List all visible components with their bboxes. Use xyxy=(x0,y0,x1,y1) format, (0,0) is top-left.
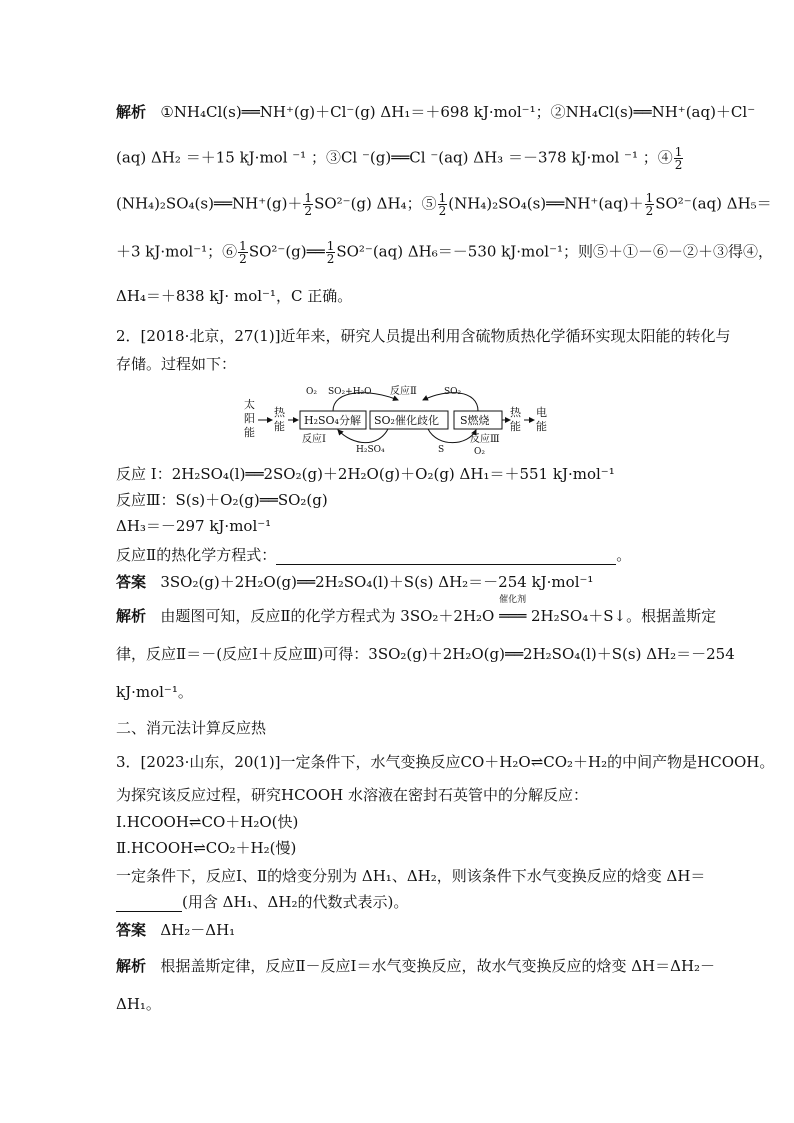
o2-bottom-label: O₂ xyxy=(474,447,485,457)
explanation-3-line-1 xyxy=(116,956,715,976)
explanation-label: 解析 xyxy=(116,103,147,121)
fraction: $\frac{1}{2}$ xyxy=(674,145,683,172)
answer-label: 答案 xyxy=(116,921,147,939)
explanation-text: SO²⁻(aq) ΔH₅＝ xyxy=(655,194,772,213)
prompt-text: (用含 ΔH₁、ΔH₂的代数式表示)。 xyxy=(182,893,409,911)
explanation-2-line-3: kJ·mol⁻¹。 xyxy=(116,683,193,701)
box-label: H₂SO₄分解 xyxy=(304,414,361,427)
delta-h3: ΔH₃＝－297 kJ·mol⁻¹ xyxy=(116,517,272,535)
answer-text: ΔH₂－ΔH₁ xyxy=(160,921,236,939)
fraction: $\frac{1}{2}$ xyxy=(304,191,313,218)
answer-blank[interactable] xyxy=(276,550,616,565)
heat-label: 热 xyxy=(510,406,521,419)
h2so4-label: H₂SO₄ xyxy=(356,445,385,455)
answer-blank[interactable] xyxy=(116,897,182,912)
catalyst-arrow: 催化剂 ═══ xyxy=(499,595,527,625)
answer-3 xyxy=(116,920,235,940)
o2-top-label: O₂ xyxy=(306,387,317,397)
question-2-heading-cont: 存储。过程如下： xyxy=(116,355,237,373)
electric-label: 能 xyxy=(536,420,547,433)
explanation-line-4 xyxy=(116,240,773,265)
sun-label: 能 xyxy=(244,426,255,439)
reaction-i: Ⅰ.HCOOH⇌CO＋H₂O(快) xyxy=(116,813,299,831)
explanation-text: (NH₄)₂SO₄(s)══NH⁺(aq)＋ xyxy=(448,194,644,213)
heat-label: 能 xyxy=(274,420,285,433)
question-3-prompt: 一定条件下，反应Ⅰ、Ⅱ的焓变分别为 ΔH₁、ΔH₂，则该条件下水气变换反应的焓变 ΔH＝ xyxy=(116,867,706,885)
sun-label: 太 xyxy=(244,398,255,411)
explanation-line-1 xyxy=(116,102,755,122)
answer-text: 3SO₂(g)＋2H₂O(g)══2H₂SO₄(l)＋S(s) ΔH₂＝－254 kJ·mol⁻¹ xyxy=(160,573,594,591)
reaction-ii: Ⅱ.HCOOH⇌CO₂＋H₂(慢) xyxy=(116,839,297,857)
explanation-text: SO²⁻(aq) ΔH₆＝－530 kJ·mol⁻¹；则⑤＋①－⑥－②＋③得④， xyxy=(336,242,774,261)
explanation-3-line-2: ΔH₁。 xyxy=(116,995,161,1013)
lower-curve-arrow xyxy=(428,429,476,443)
question-2-heading: 2．[2018·北京，27(1)]近年来，研究人员提出利用含硫物质热化学循环实现太阳能的转化与 xyxy=(116,327,731,345)
explanation-label: 解析 xyxy=(116,957,147,975)
fraction: $\frac{1}{2}$ xyxy=(645,191,654,218)
explanation-label: 解析 xyxy=(116,607,147,625)
explanation-text: 2H₂SO₄＋S↓。根据盖斯定 xyxy=(531,607,717,625)
prompt-end: 。 xyxy=(616,546,632,564)
prompt-text: 反应Ⅱ的热化学方程式： xyxy=(116,546,277,564)
electric-label: 电 xyxy=(536,406,547,419)
question-3-heading: 3．[2023·山东，20(1)]一定条件下，水气变换反应CO＋H₂O⇌CO₂＋H₂的中间产物是HCOOH。 xyxy=(116,753,775,771)
explanation-line-3 xyxy=(116,192,772,217)
reaction-1: 反应 Ⅰ：2H₂SO₄(l)══2SO₂(g)＋2H₂O(g)＋O₂(g) ΔH₁＝＋551 kJ·mol⁻¹ xyxy=(116,465,615,483)
reaction-3: 反应Ⅲ：S(s)＋O₂(g)══SO₂(g) xyxy=(116,491,328,509)
explanation-text: (aq) ΔH₂ ＝＋15 kJ·mol ⁻¹ ；③Cl ⁻(g)══Cl ⁻(aq) ΔH₃ ＝－378 kJ·mol ⁻¹ ；④ xyxy=(116,148,673,167)
so2-h2o-label: SO₂+H₂O xyxy=(328,387,372,397)
explanation-text: 根据盖斯定律，反应Ⅱ－反应Ⅰ＝水气变换反应，故水气变换反应的焓变 ΔH＝ΔH₂－ xyxy=(160,957,716,975)
sun-label: 阳 xyxy=(244,412,255,425)
explanation-line-5 xyxy=(116,286,352,306)
explanation-text: SO²⁻(g) ΔH₄；⑤ xyxy=(314,194,437,213)
answer-2 xyxy=(116,572,593,592)
fraction: $\frac{1}{2}$ xyxy=(438,191,447,218)
fraction: $\frac{1}{2}$ xyxy=(239,239,247,266)
fraction: $\frac{1}{2}$ xyxy=(326,239,335,266)
lower-curve-arrow xyxy=(338,429,388,443)
box-label: S燃烧 xyxy=(460,414,490,427)
section-heading: 二、消元法计算反应热 xyxy=(116,719,267,737)
explanation-2-line-2: 律，反应Ⅱ＝－(反应Ⅰ＋反应Ⅲ)可得：3SO₂(g)＋2H₂O(g)══2H₂SO₄(l)＋S(s) ΔH₂＝－254 xyxy=(116,645,735,663)
explanation-text: ΔH₄＝＋838 kJ· mol⁻¹，C 正确。 xyxy=(116,287,353,305)
heat-label: 能 xyxy=(510,420,521,433)
question-3-heading-cont: 为探究该反应过程，研究HCOOH 水溶液在密封石英管中的分解反应： xyxy=(116,786,589,804)
explanation-text: SO²⁻(g)══ xyxy=(248,242,325,261)
question-2-prompt xyxy=(116,545,631,565)
question-3-prompt-cont xyxy=(116,892,408,912)
heat-label: 热 xyxy=(274,406,285,419)
reaction-1-label: 反应Ⅰ xyxy=(302,434,326,445)
explanation-text: (NH₄)₂SO₄(s)══NH⁺(g)＋ xyxy=(116,194,303,213)
answer-label: 答案 xyxy=(116,573,147,591)
so2-top-label: SO₂ xyxy=(444,387,462,397)
s-label: S xyxy=(438,445,445,455)
explanation-2-line-1 xyxy=(116,595,717,626)
explanation-line-2 xyxy=(116,146,684,171)
thermochemical-cycle-diagram xyxy=(238,380,558,460)
reaction-3-label: 反应Ⅲ xyxy=(470,434,500,445)
explanation-text: ＋3 kJ·mol⁻¹；⑥ xyxy=(116,242,238,261)
explanation-text: ①NH₄Cl(s)══NH⁺(g)＋Cl⁻(g) ΔH₁＝＋698 kJ·mol⁻¹；②NH₄Cl(s)══NH⁺(aq)＋Cl⁻ xyxy=(160,103,756,121)
explanation-text: 由题图可知，反应Ⅱ的化学方程式为 3SO₂＋2H₂O xyxy=(160,607,495,625)
reaction-2-label: 反应Ⅱ xyxy=(390,386,417,397)
box-label: SO₂催化歧化 xyxy=(374,414,439,427)
